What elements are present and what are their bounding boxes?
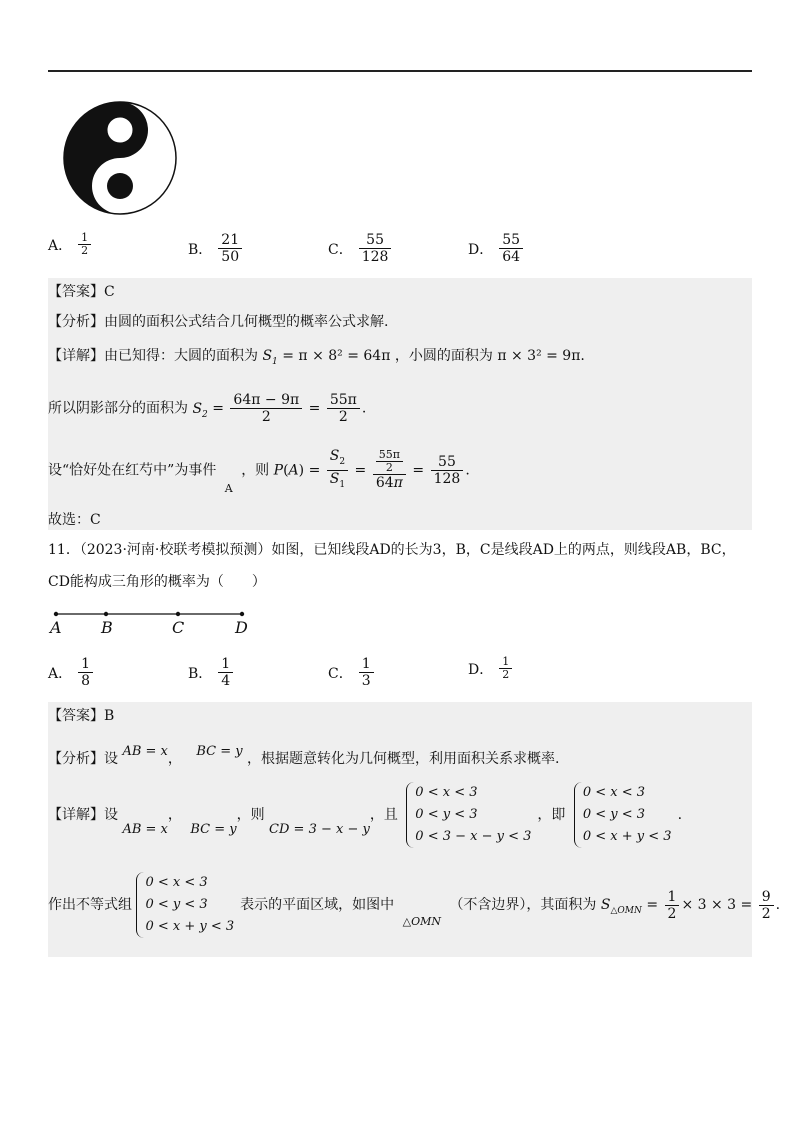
q10-shadow-area: 所以阴影部分的面积为 $S_2$ = $\frac{64\pi - 9\pi}{2}$ = $\frac{55\pi}{2}$ . (48, 392, 367, 425)
taiji-figure (62, 100, 178, 216)
header-rule (48, 70, 752, 72)
q10-detail: 【详解】由已知得：大圆的面积为 $S_1 = \pi \times 8^2 = 64\pi$ ，小圆的面积为 π × 3² = 9π. (48, 348, 585, 367)
point-b-label: B (101, 618, 113, 637)
inequality-system-2: 0 < x < 3 0 < y < 3 0 < x + y < 3 (574, 782, 674, 848)
q10-option-b: B． $\frac{21}{50}$ (188, 232, 244, 265)
q11-detail: 【详解】设 AB = x， BC = y，则 CD = 3 − x − y，且 0 < x < 3 0 < y < 3 0 < 3 − x − y < 3 ，即 0 < x < 3 0 < y < 3 0 < x + y < 3 . (48, 782, 682, 848)
q11-analysis: 【分析】设 AB = x， BC = y ，根据题意转化为几何概型，利用面积关系求概率. (48, 744, 560, 767)
q10-option-a: A． $\frac{1}{2}$ (48, 232, 93, 257)
inequality-system-1: 0 < x < 3 0 < y < 3 0 < 3 − x − y < 3 (406, 782, 533, 848)
q11-region: 作出不等式组 0 < x < 3 0 < y < 3 0 < x + y < 3 表示的平面区域，如图中 △OMN （不含边界），其面积为 $S_{\triangle OMN}$ = $\frac{1}{2}$ × 3 × 3 = $\frac{9}{2}$ . (48, 872, 780, 938)
q10-answer: 【答案】C (48, 284, 115, 300)
point-c-label: C (172, 618, 185, 637)
q11-option-a: A． $\frac{1}{8}$ (48, 656, 95, 689)
q10-option-d: D． $\frac{55}{64}$ (468, 232, 525, 265)
q11-option-c: C． $\frac{1}{3}$ (328, 656, 376, 689)
q11-option-b: B． $\frac{1}{4}$ (188, 656, 235, 689)
segment-ad-figure (50, 608, 250, 620)
q10-conclusion: 故选：C (48, 512, 101, 528)
q11-answer: 【答案】B (48, 708, 115, 724)
q11-option-d: D． $\frac{1}{2}$ (468, 656, 514, 681)
point-d-label: D (235, 618, 248, 637)
q10-option-c: C． $\frac{55}{128}$ (328, 232, 393, 265)
q11-stem-line2: CD能构成三角形的概率为（ ） (48, 574, 266, 590)
inequality-system-3: 0 < x < 3 0 < y < 3 0 < x + y < 3 (136, 872, 236, 938)
q11-stem-line1: 11．（2023·河南·校联考模拟预测）如图，已知线段AD的长为3，B，C是线段AD上的两点，则线段AB，BC， (48, 542, 736, 558)
q10-event-probability: 设“恰好处在红芍中”为事件 A ，则 P(A) = $\frac{S_2}{S_1}$ = $\frac{\frac{55\pi}{2}}{64\pi}$ = $\frac{55}{128}$ . (48, 448, 470, 496)
point-a-label: A (50, 618, 62, 637)
q10-analysis: 【分析】由圆的面积公式结合几何概型的概率公式求解. (48, 314, 389, 330)
